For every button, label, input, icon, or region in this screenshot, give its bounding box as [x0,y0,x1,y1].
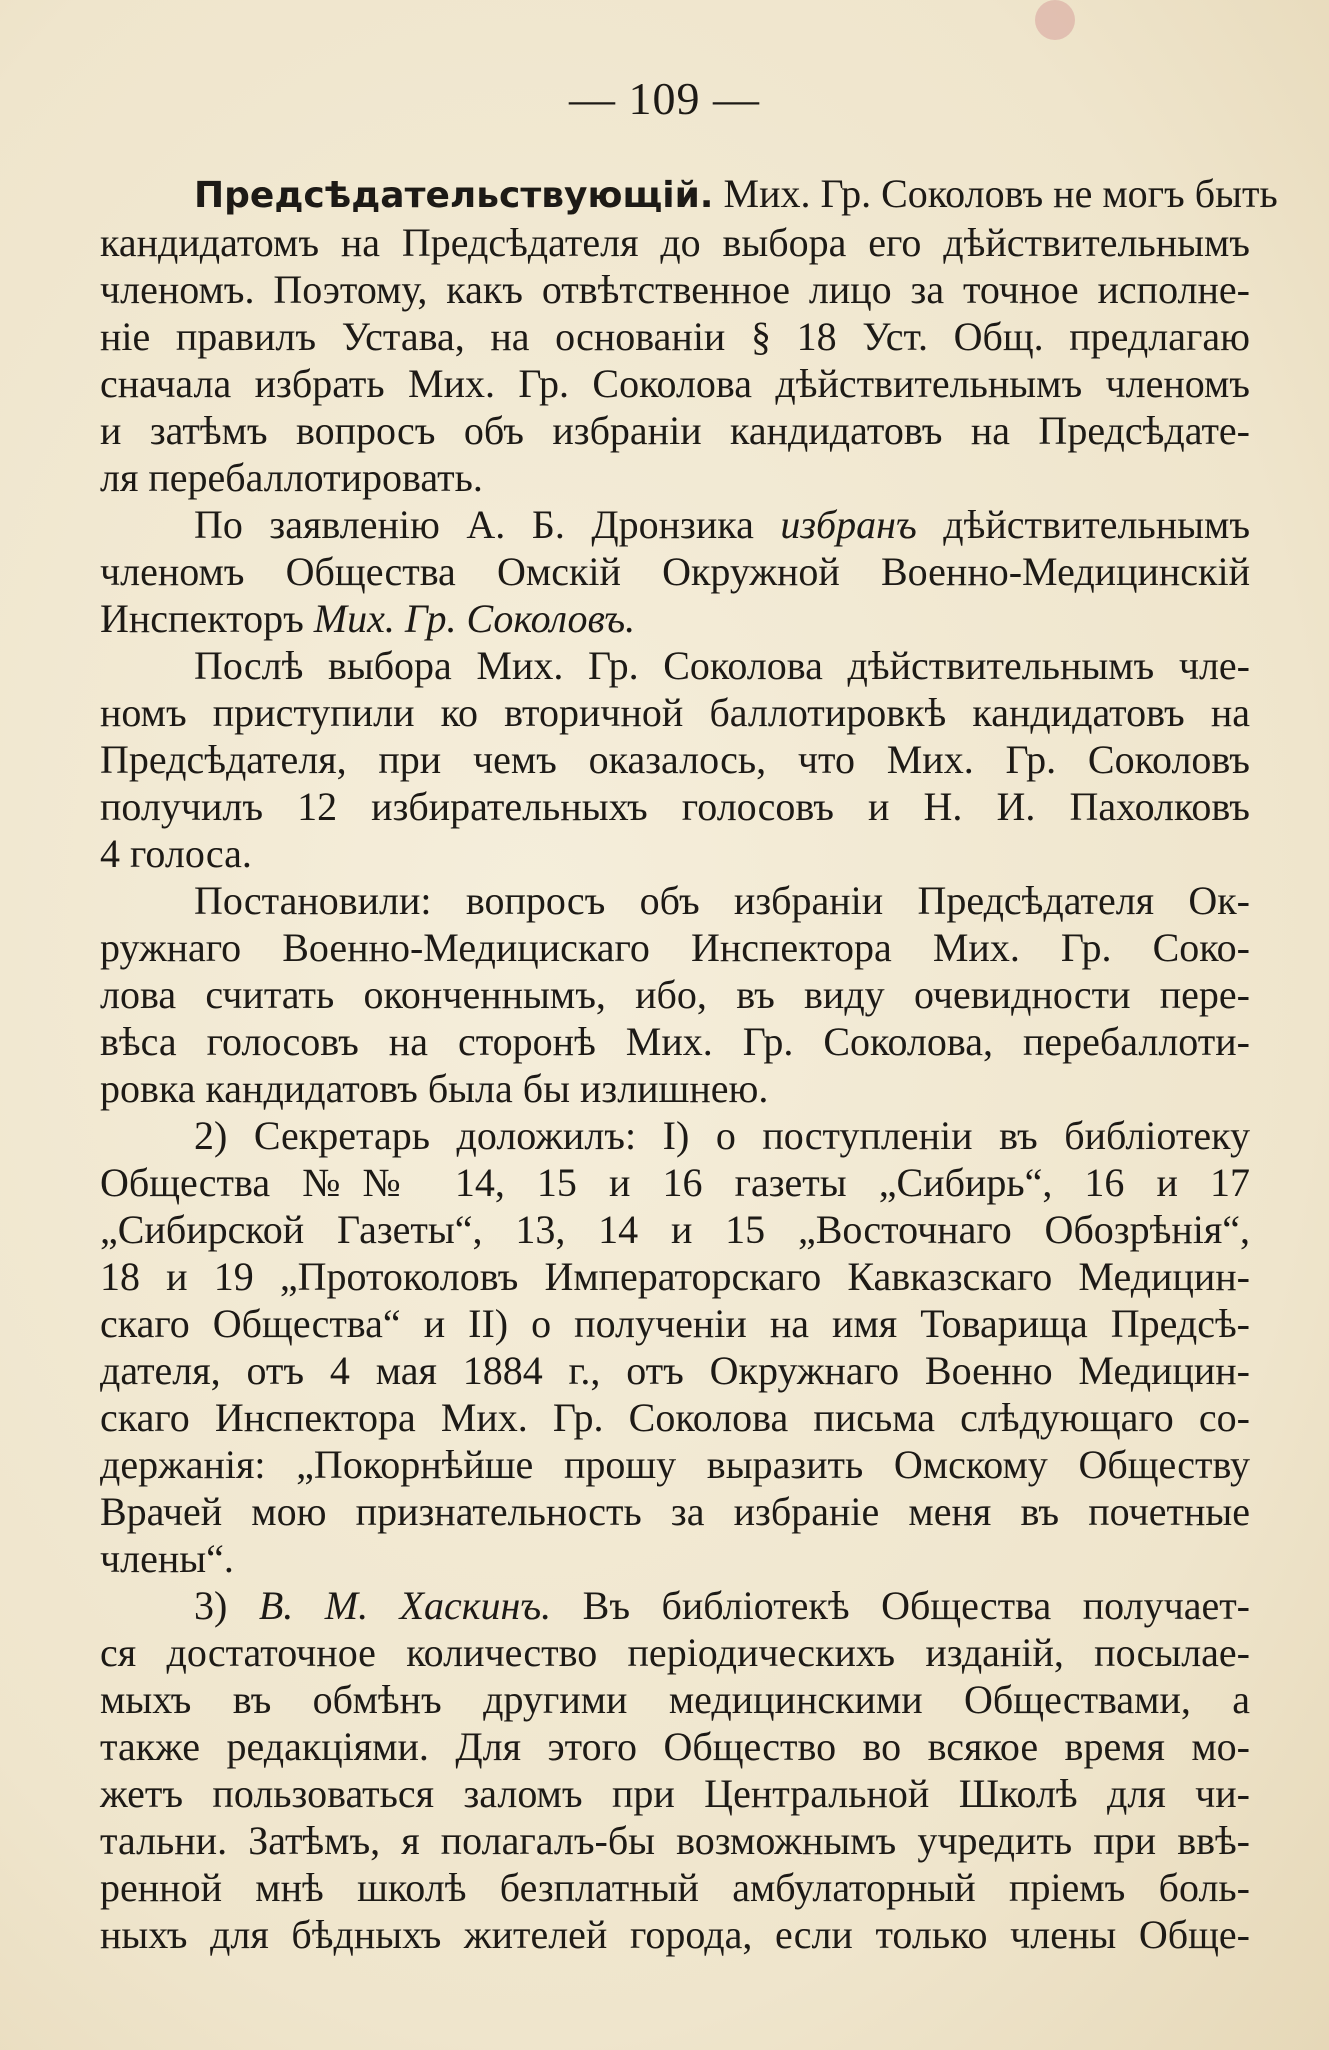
text-line: 3) В. М. Хаскинъ. Въ библіотекѣ Общества получает- [194,1583,1251,1628]
text-line: вѣса голосовъ на сторонѣ Мих. Гр. Соколова, перебаллоти- [100,1019,1250,1064]
italic-term: избранъ [780,502,917,547]
paragraph-second-ballot [100,642,1250,877]
text-line: членомъ. Поэтому, какъ отвѣтственное лицо за точное исполне- [100,267,1250,312]
page-number: — 109 — [569,73,760,124]
text-line: Послѣ выбора Мих. Гр. Соколова дѣйствительнымъ чле- [194,643,1250,688]
paragraph-resolution [100,877,1250,1112]
text-line: Предсѣдательствующій. Мих. Гр. Соколовъ не могъ быть [194,171,1278,216]
italic-name: Мих. Гр. Соколовъ. [313,596,636,641]
text-line: номъ приступили ко вторичной баллотировкѣ кандидатовъ на [100,690,1250,735]
text-line: Постановили: вопросъ объ избраніи Предсѣдателя Ок- [194,878,1250,923]
text-line: жетъ пользоваться заломъ при Центральной Школѣ для чи- [100,1771,1250,1816]
paragraph-chairman-statement [100,170,1278,501]
text-line: ныхъ для бѣдныхъ жителей города, если только члены Обще- [100,1912,1250,1957]
text-line: держанія: „Покорнѣйше прошу выразить Омскому Обществу [100,1442,1250,1487]
text-line: Общества №№ 14, 15 и 16 газеты „Сибирь“, 16 и 17 [100,1160,1250,1205]
paragraph-election [100,501,1250,642]
text-line: мыхъ въ обмѣнъ другими медицинскими Обществами, а [100,1677,1250,1722]
text-line: ружнаго Военно-Медицискаго Инспектора Мих. Гр. Соко- [100,925,1250,970]
text-line: ровка кандидатовъ была бы излишнею. [100,1066,769,1111]
paragraph-library-proposal [100,1582,1250,1958]
text-line: ля перебаллотировать. [100,455,483,500]
italic-name: В. М. Хаскинъ. [258,1583,552,1628]
text-line: 18 и 19 „Протоколовъ Императорскаго Кавказскаго Медицин- [100,1254,1250,1299]
text-line: скаго Общества“ и II) о полученіи на имя Товарища Предсѣ- [100,1301,1250,1346]
text-line: 4 голоса. [100,831,252,876]
text-line: сначала избрать Мих. Гр. Соколова дѣйствительнымъ членомъ [100,361,1250,406]
text-line: скаго Инспектора Мих. Гр. Соколова письма слѣдующаго со- [100,1395,1250,1440]
text-line: также редакціями. Для этого Общество во всякое время мо- [100,1724,1250,1769]
text-line: ніе правилъ Устава, на основаніи § 18 Уст. Общ. предлагаю [100,314,1250,359]
text-line: получилъ 12 избирательныхъ голосовъ и Н. И. Пахолковъ [100,784,1250,829]
text-line: дателя, отъ 4 мая 1884 г., отъ Окружнаго Военно Медицин- [100,1348,1250,1393]
text-line: Предсѣдателя, при чемъ оказалось, что Мих. Гр. Соколовъ [100,737,1250,782]
ink-stain [1035,0,1075,40]
text-line: и затѣмъ вопросъ объ избраніи кандидатовъ на Предсѣдате- [100,408,1250,453]
text-line: ренной мнѣ школѣ безплатный амбулаторный пріемъ боль- [100,1865,1250,1910]
text-line: членомъ Общества Омскій Окружной Военно-Медицинскій [100,549,1250,594]
text-line: ся достаточное количество періодическихъ изданій, посылае- [100,1630,1250,1675]
text-line: члены“. [100,1536,234,1581]
text-line: тальни. Затѣмъ, я полагалъ-бы возможнымъ учредить при ввѣ- [100,1818,1250,1863]
text-line: По заявленію А. Б. Дронзика избранъ дѣйствительнымъ [194,502,1251,547]
speaker-name: Предсѣдательствующій. [194,175,714,216]
paragraph-secretary-report [100,1112,1250,1582]
text-line: „Сибирской Газеты“, 13, 14 и 15 „Восточнаго Обозрѣнія“, [100,1207,1250,1252]
text-line: Инспекторъ Мих. Гр. Соколовъ. [100,596,636,641]
text-line: 2) Секретарь доложилъ: I) о поступленіи въ библіотеку [194,1113,1250,1158]
text-line: Врачей мою признательность за избраніе меня въ почетные [100,1489,1250,1534]
text-line: лова считать оконченнымъ, ибо, въ виду очевидности пере- [100,972,1250,1017]
text-line: кандидатомъ на Предсѣдателя до выбора его дѣйствительнымъ [100,220,1250,265]
document-body [100,170,1278,1958]
